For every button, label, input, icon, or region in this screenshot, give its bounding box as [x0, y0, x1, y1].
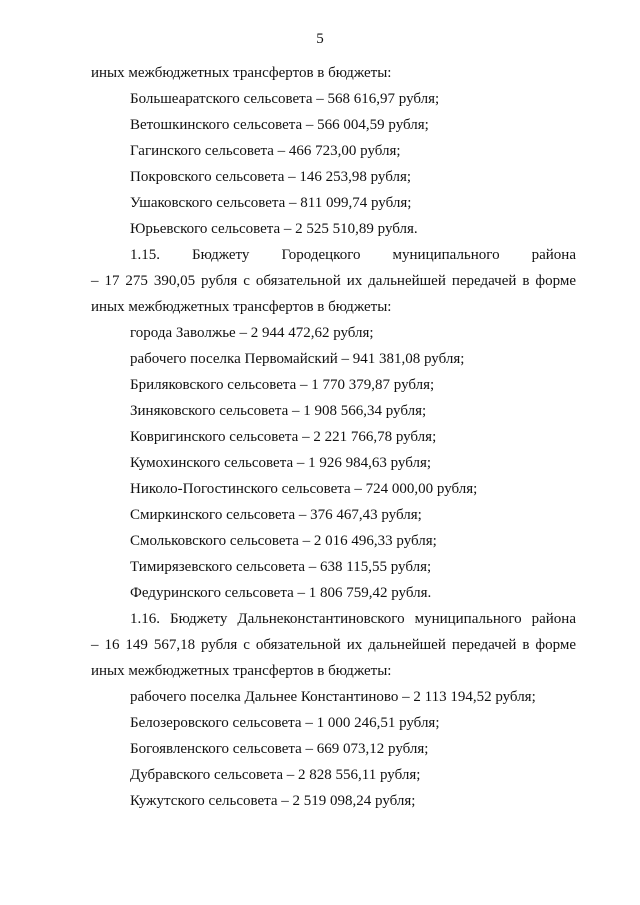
text-line: иных межбюджетных трансфертов в бюджеты: [91, 663, 392, 679]
text-line: Дубравского сельсовета – 2 828 556,11 рубля; [130, 767, 421, 783]
text-line: Большеаратского сельсовета – 568 616,97 рубля; [130, 91, 440, 107]
text-line: Зиняковского сельсовета – 1 908 566,34 рубля; [130, 403, 427, 419]
document-body [91, 60, 576, 814]
text-line: иных межбюджетных трансфертов в бюджеты: [91, 299, 392, 315]
page-number: 5 [316, 31, 324, 47]
text-line: Ушаковского сельсовета – 811 099,74 рубля; [130, 195, 412, 211]
paragraph-heading-line: 1.16. Бюджету Дальнеконстантиновского муниципального района [130, 611, 576, 627]
text-line: Федуринского сельсовета – 1 806 759,42 рубля. [130, 585, 432, 601]
text-line: рабочего поселка Дальнее Константиново – 2 113 194,52 рубля; [130, 689, 536, 705]
text-line: Кужутского сельсовета – 2 519 098,24 рубля; [130, 793, 416, 809]
text-line: рабочего поселка Первомайский – 941 381,08 рубля; [130, 351, 465, 367]
text-line: Кумохинского сельсовета – 1 926 984,63 рубля; [130, 455, 432, 471]
text-line: Николо-Погостинского сельсовета – 724 000,00 рубля; [130, 481, 478, 497]
text-line: Бриляковского сельсовета – 1 770 379,87 рубля; [130, 377, 435, 393]
text-line: – 17 275 390,05 рубля с обязательной их дальнейшей передачей в форме [91, 273, 576, 289]
text-line: иных межбюджетных трансфертов в бюджеты: [91, 65, 392, 81]
text-line: Покровского сельсовета – 146 253,98 рубля; [130, 169, 412, 185]
text-line: Ковригинского сельсовета – 2 221 766,78 рубля; [130, 429, 437, 445]
text-line: Гагинского сельсовета – 466 723,00 рубля; [130, 143, 401, 159]
text-line: Тимирязевского сельсовета – 638 115,55 рубля; [130, 559, 432, 575]
text-line: Смольковского сельсовета – 2 016 496,33 рубля; [130, 533, 437, 549]
text-line: Юрьевского сельсовета – 2 525 510,89 рубля. [130, 221, 418, 237]
text-line: Белозеровского сельсовета – 1 000 246,51 рубля; [130, 715, 440, 731]
text-line: Ветошкинского сельсовета – 566 004,59 рубля; [130, 117, 429, 133]
text-line: Смиркинского сельсовета – 376 467,43 рубля; [130, 507, 422, 523]
text-line: – 16 149 567,18 рубля с обязательной их дальнейшей передачей в форме [91, 637, 576, 653]
text-line: Богоявленского сельсовета – 669 073,12 рубля; [130, 741, 429, 757]
paragraph-heading-line: 1.15. Бюджету Городецкого муниципального района [130, 247, 576, 263]
text-line: города Заволжье – 2 944 472,62 рубля; [130, 325, 374, 341]
